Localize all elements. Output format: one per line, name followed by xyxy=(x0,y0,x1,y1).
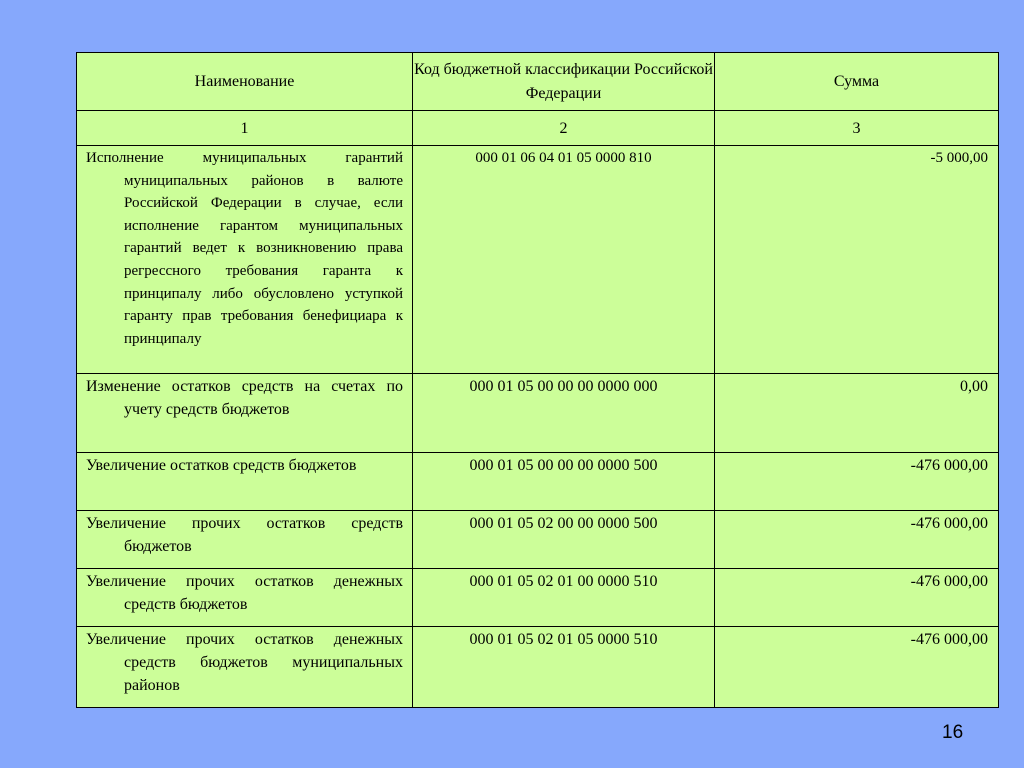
row-code: 000 01 05 02 01 05 0000 510 xyxy=(413,627,715,708)
column-number-3: 3 xyxy=(715,111,999,146)
row-sum: -476 000,00 xyxy=(715,511,999,569)
row-code: 000 01 05 02 00 00 0000 500 xyxy=(413,511,715,569)
row-code: 000 01 05 00 00 00 0000 500 xyxy=(413,453,715,511)
row-sum: 0,00 xyxy=(715,374,999,453)
row-code: 000 01 05 00 00 00 0000 000 xyxy=(413,374,715,453)
row-name: Увеличение прочих остатков денежных средств бюджетов xyxy=(86,573,403,613)
page-number: 16 xyxy=(942,722,964,743)
row-name: Исполнение муниципальных гарантий муниципальных районов в валюте Российской Федерации в случае, если исполнение гарантом муниципальных гарантий ведет к возникновению права регрессного требования гаранта к принципалу либо обусловлено уступкой гаранту прав требования бенефициара к принципалу xyxy=(86,150,403,347)
table-row xyxy=(77,627,999,708)
row-sum: -476 000,00 xyxy=(715,453,999,511)
column-number-2: 2 xyxy=(413,111,715,146)
table-row xyxy=(77,374,999,453)
row-sum: -476 000,00 xyxy=(715,627,999,708)
row-code: 000 01 06 04 01 05 0000 810 xyxy=(413,146,715,374)
table-row xyxy=(77,146,999,374)
row-sum: -5 000,00 xyxy=(715,146,999,374)
header-name: Наименование xyxy=(77,53,413,111)
header-code: Код бюджетной классификации Российской Федерации xyxy=(413,53,715,111)
row-sum: -476 000,00 xyxy=(715,569,999,627)
header-sum: Сумма xyxy=(715,53,999,111)
column-number-1: 1 xyxy=(77,111,413,146)
row-name: Изменение остатков средств на счетах по учету средств бюджетов xyxy=(86,378,403,418)
column-number-row xyxy=(77,111,999,146)
row-name: Увеличение остатков средств бюджетов xyxy=(86,457,357,474)
table-row xyxy=(77,453,999,511)
budget-table xyxy=(76,52,999,708)
row-code: 000 01 05 02 01 00 0000 510 xyxy=(413,569,715,627)
row-name: Увеличение прочих остатков средств бюджетов xyxy=(86,515,403,555)
table-row xyxy=(77,511,999,569)
header-row xyxy=(77,53,999,111)
table-row xyxy=(77,569,999,627)
row-name: Увеличение прочих остатков денежных средств бюджетов муниципальных районов xyxy=(86,631,403,694)
